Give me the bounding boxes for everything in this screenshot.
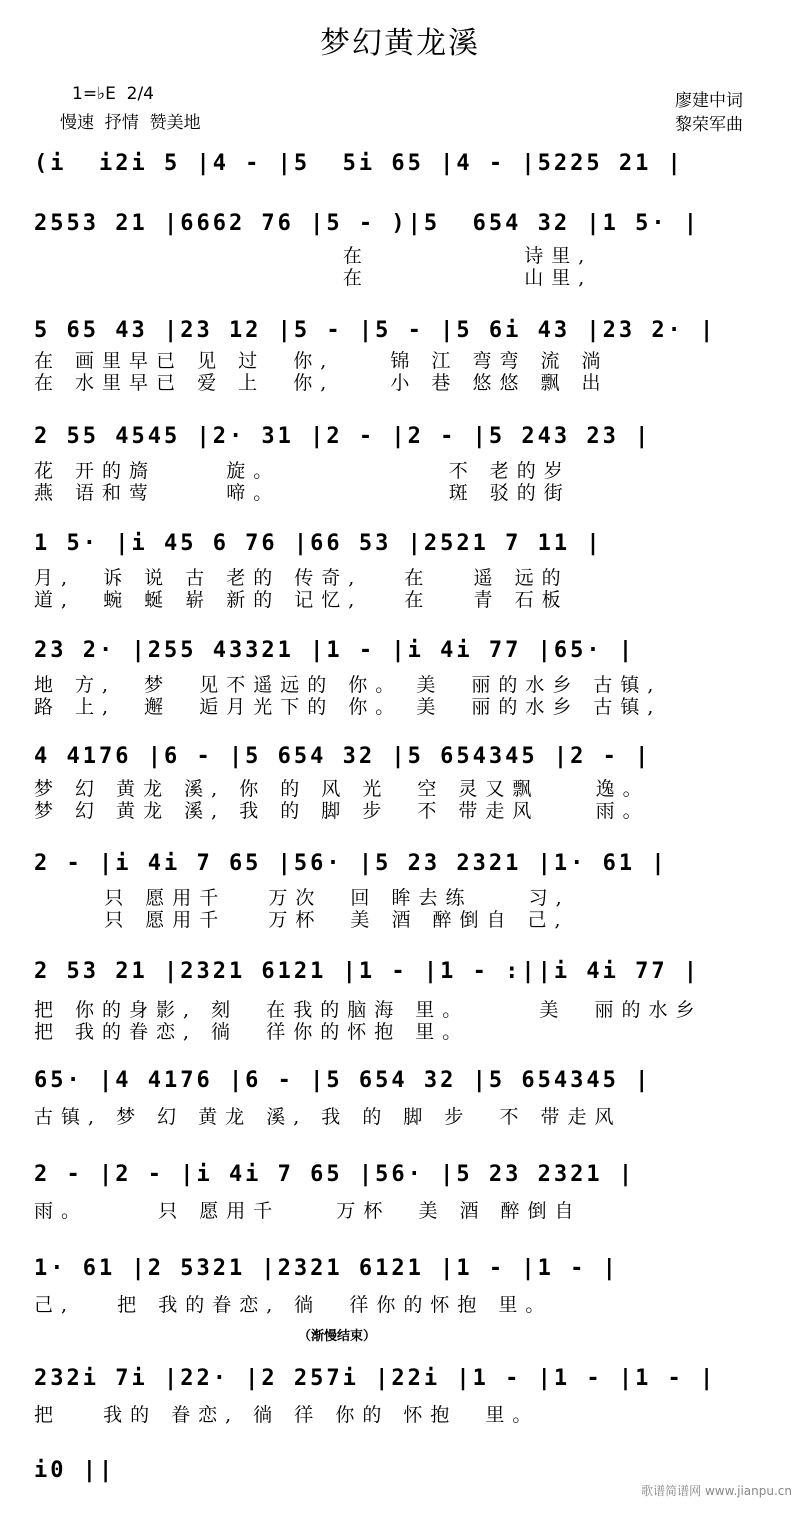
notes-text: 2 55 4545 |2· 31 |2 - |2 - |5 243 23 | [34, 424, 652, 449]
notes-text: 1· 61 |2 5321 |2321 6121 |1 - |1 - | [34, 1256, 619, 1281]
staff-system-8 [0, 845, 800, 931]
lyrics-verse-1: 在 画里早已 见 过 你, 锦 江 弯弯 流 淌 [34, 350, 609, 372]
lyrics-verse-1: 己, 把 我的眷恋, 徜 徉你的怀抱 里。 [34, 1294, 553, 1316]
notes-text: 4 4176 |6 - |5 654 32 |5 654345 |2 - | [34, 744, 652, 769]
lyrics-verse-1: 把 你的身影, 刻 在我的脑海 里。 美 丽的水乡 [34, 999, 703, 1021]
staff-system-4 [0, 418, 800, 504]
lyrics-verse-1: 古镇, 梦 幻 黄龙 溪, 我 的 脚 步 不 带走风 [34, 1106, 622, 1128]
staff-system-9 [0, 953, 800, 1043]
notes-line [0, 1250, 800, 1292]
composer-credit: 黎荣军曲 [675, 115, 743, 135]
staff-system-13 [0, 1360, 800, 1426]
notes-line [0, 1156, 800, 1198]
lyrics-verse-1: 把 我的 眷恋, 徜 徉 你的 怀抱 里。 [34, 1404, 540, 1426]
staff-system-7 [0, 738, 800, 822]
staff-system-3 [0, 312, 800, 392]
tempo-annotation: （渐慢结束） [298, 1329, 377, 1344]
staff-system-2 [0, 205, 800, 289]
lyrics-verse-2: 在 水里早已 爱 上 你, 小 巷 悠悠 飘 出 [34, 372, 609, 394]
staff-system-11 [0, 1156, 800, 1222]
staff-system-5 [0, 525, 800, 611]
lyrics-verse-1: 雨。 只 愿用千 万杯 美 酒 醉倒自 [34, 1200, 582, 1222]
staff-system-12 [0, 1250, 800, 1316]
notes-line [0, 418, 800, 460]
staff-system-10 [0, 1062, 800, 1128]
notes-text: 232i 7i |22· |2 257i |22i |1 - |1 - |1 - | [34, 1366, 717, 1391]
notes-line [0, 145, 800, 187]
lyrics-verse-1: 在 诗里, [34, 245, 593, 267]
staff-system-1 [0, 145, 800, 185]
notes-text: 2 53 21 |2321 6121 |1 - |1 - :||i 4i 77 | [34, 959, 701, 984]
notes-line [0, 953, 800, 995]
notes-line [0, 632, 800, 674]
lyrics-verse-2: 把 我的眷恋, 徜 徉你的怀抱 里。 [34, 1021, 470, 1043]
notes-text: 2 - |2 - |i 4i 7 65 |56· |5 23 2321 | [34, 1162, 636, 1187]
lyrics-verse-2: 燕 语和莺 啼。 斑 驳的街 [34, 482, 571, 504]
notes-line [0, 1062, 800, 1104]
notes-text: 5 65 43 |23 12 |5 - |5 - |5 6i 43 |23 2· | [34, 318, 717, 343]
notes-line [0, 525, 800, 567]
lyrics-verse-1: 花 开的旖 旋。 不 老的岁 [34, 460, 571, 482]
tempo-marking: 慢速 抒情 赞美地 [60, 113, 201, 133]
lyrics-verse-2: 路 上, 邂 逅月光下的 你。 美 丽的水乡 古镇, [34, 696, 662, 718]
lyrics-verse-2: 只 愿用千 万杯 美 酒 醉倒自 己, [34, 909, 569, 931]
lyricist-credit: 廖建中词 [675, 91, 743, 111]
notes-text: 1 5· |i 45 6 76 |66 53 |2521 7 11 | [34, 531, 603, 556]
staff-system-6 [0, 632, 800, 718]
key-signature: 1=♭E 2/4 [72, 84, 154, 104]
notes-text: 2 - |i 4i 7 65 |56· |5 23 2321 |1· 61 | [34, 851, 668, 876]
lyrics-verse-2: 梦 幻 黄龙 溪, 我 的 脚 步 不 带走风 雨。 [34, 800, 650, 822]
site-watermark: 歌谱简谱网 www.jianpu.cn [641, 1484, 792, 1498]
notes-text: 2553 21 |6662 76 |5 - )|5 654 32 |1 5· | [34, 211, 701, 236]
lyrics-verse-2: 道, 蜿 蜒 崭 新的 记忆, 在 青 石板 [34, 589, 569, 611]
song-title: 梦幻黄龙溪 [320, 26, 480, 61]
lyrics-verse-2: 在 山里, [34, 267, 593, 289]
lyrics-verse-1: 月, 诉 说 古 老的 传奇, 在 遥 远的 [34, 567, 569, 589]
notes-text: i0 || [34, 1458, 116, 1483]
notes-line [0, 1360, 800, 1402]
lyrics-verse-1: 梦 幻 黄龙 溪, 你 的 风 光 空 灵又飘 逸。 [34, 778, 650, 800]
notes-line [0, 845, 800, 887]
lyrics-verse-1: 只 愿用千 万次 回 眸去练 习, [34, 887, 570, 909]
notes-text: 65· |4 4176 |6 - |5 654 32 |5 654345 | [34, 1068, 652, 1093]
notes-text: (i i2i 5 |4 - |5 5i 65 |4 - |5225 21 | [34, 151, 684, 176]
notes-text: 23 2· |255 43321 |1 - |i 4i 77 |65· | [34, 638, 636, 663]
lyrics-verse-1: 地 方, 梦 见不遥远的 你。 美 丽的水乡 古镇, [34, 674, 662, 696]
